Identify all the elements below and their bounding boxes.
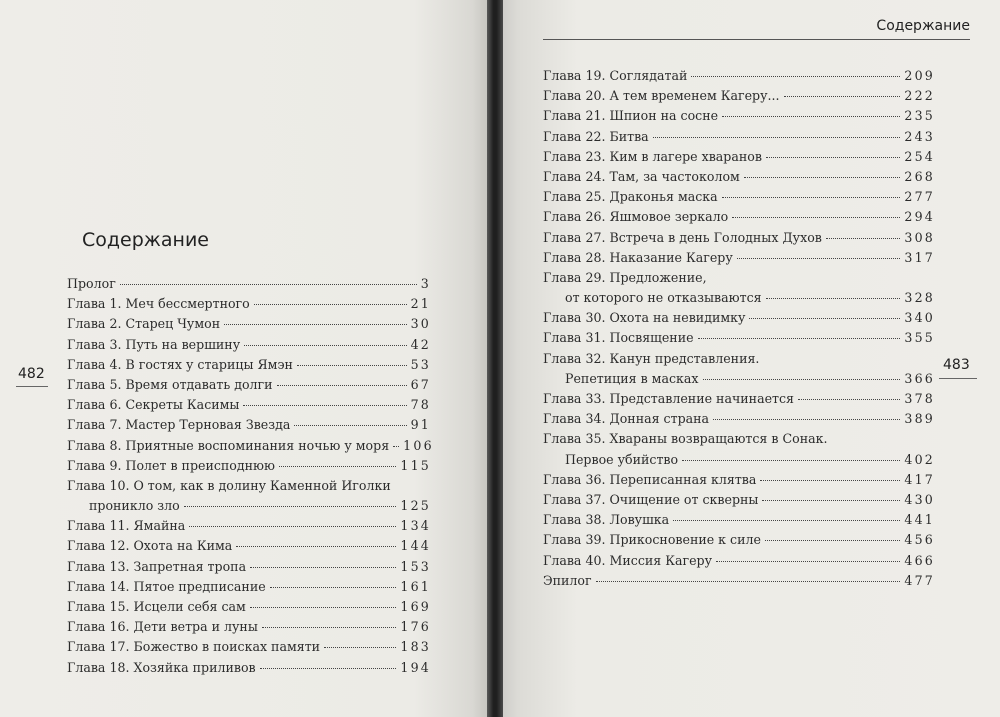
toc-entry-page: 466 [904, 552, 935, 568]
toc-entry-page: 30 [410, 316, 431, 332]
toc-entry [543, 86, 935, 106]
dot-leader [744, 177, 901, 178]
toc-entry-title: Глава 9. Полет в преисподнюю [67, 457, 275, 473]
toc-entry [543, 147, 935, 167]
toc-entry-title: Глава 34. Донная страна [543, 411, 710, 427]
toc-entry [67, 516, 431, 536]
toc-entry [67, 597, 431, 617]
toc-entry-title: Глава 37. Очищение от скверны [543, 491, 759, 507]
toc-entry [543, 288, 935, 308]
toc-entry-title: Глава 35. Хвараны возвращаются в Сонак. [543, 431, 828, 447]
toc-entry [67, 658, 431, 678]
toc-entry-title: Глава 20. А тем временем Кагеру... [543, 88, 780, 104]
toc-entry-title: Глава 16. Дети ветра и луны [67, 619, 258, 635]
toc-entry-page: 115 [400, 457, 431, 473]
dot-leader [766, 298, 901, 299]
dot-leader [703, 379, 901, 380]
dot-leader [224, 324, 406, 325]
toc-entry-page: 134 [400, 518, 431, 534]
toc-entry-page: 209 [904, 68, 935, 83]
toc-entry-title: Глава 11. Ямайна [67, 518, 186, 534]
toc-entry [67, 294, 431, 314]
toc-entry-title: Глава 40. Миссия Кагеру [543, 552, 712, 568]
dot-leader [698, 338, 901, 339]
toc-entry [543, 389, 935, 409]
toc-entry-title: Глава 22. Битва [543, 128, 649, 144]
dot-leader [826, 238, 900, 239]
toc-entry-title: Глава 15. Исцели себя сам [67, 599, 246, 614]
toc-entry-title: Глава 17. Божество в поисках памяти [67, 639, 321, 655]
toc-entry [543, 248, 935, 268]
toc-entry [543, 429, 935, 449]
toc-entry [543, 308, 935, 328]
toc-entry-page: 378 [904, 391, 935, 406]
toc-entry-title: Глава 28. Наказание Кагеру [543, 249, 733, 265]
header-rule [543, 39, 970, 40]
toc-entry-page: 78 [410, 397, 431, 413]
toc-entry-title: Глава 27. Встреча в день Голодных Духов [543, 229, 822, 245]
toc-entry-page: 235 [904, 108, 935, 124]
toc-entry-title: Глава 30. Охота на невидимку [543, 310, 746, 326]
toc-entry-title: Глава 38. Ловушка [543, 512, 670, 528]
toc-entry [543, 187, 935, 207]
toc-entry [543, 207, 935, 227]
toc-entry [67, 375, 431, 395]
dot-leader [324, 647, 396, 648]
toc-entry-title: Глава 1. Меч бессмертного [67, 296, 250, 312]
toc-entry-title: Глава 18. Хозяйка приливов [67, 659, 256, 675]
toc-entry [67, 557, 431, 577]
dot-leader [250, 567, 396, 568]
running-header: Содержание [876, 18, 970, 34]
toc-entry-title: Глава 36. Переписанная клятва [543, 471, 757, 487]
toc-entry [543, 409, 935, 429]
left-page [0, 0, 487, 717]
toc-entry [543, 510, 935, 530]
dot-leader [737, 258, 901, 259]
dot-leader [722, 116, 900, 117]
toc-entry-title: Глава 25. Драконья маска [543, 189, 718, 205]
toc-entry-page: 106 [403, 437, 434, 453]
toc-entry-page: 417 [904, 471, 935, 487]
toc-entry [543, 551, 935, 571]
toc-entry-page: 340 [904, 310, 935, 326]
toc-entry [543, 530, 935, 550]
toc-entry-page: 169 [400, 599, 431, 614]
toc-entry-page: 222 [904, 88, 935, 104]
toc-entry [543, 571, 935, 591]
toc-entry-page: 161 [400, 578, 431, 594]
toc-entry [543, 167, 935, 187]
toc-entry-page: 477 [904, 572, 935, 588]
toc-entry-page: 268 [904, 168, 935, 184]
toc-entry-title: Глава 26. Яшмовое зеркало [543, 209, 729, 225]
dot-leader [596, 581, 901, 582]
toc-entry-page: 176 [400, 619, 431, 635]
dot-leader [294, 425, 406, 426]
toc-entry-title: Глава 6. Секреты Касимы [67, 397, 240, 413]
toc-entry [543, 66, 935, 86]
dot-leader [120, 284, 417, 285]
dot-leader [279, 466, 396, 467]
toc-entry-title: Глава 7. Мастер Терновая Звезда [67, 417, 291, 433]
toc-entry-page: 317 [904, 249, 935, 265]
toc-entry [67, 415, 431, 435]
table-of-contents-left [67, 274, 434, 678]
toc-entry-page: 402 [904, 451, 935, 467]
toc-entry-title: Глава 21. Шпион на сосне [543, 108, 719, 124]
toc-entry-page: 243 [904, 128, 935, 144]
dot-leader [691, 76, 900, 77]
dot-leader [653, 137, 901, 138]
toc-entry-page: 125 [400, 498, 431, 514]
dot-leader [713, 419, 900, 420]
toc-entry-title: Глава 4. В гостях у старицы Ямэн [67, 356, 293, 372]
toc-entry [67, 456, 431, 476]
page-number-right: 483 [943, 357, 970, 373]
dot-leader [277, 385, 407, 386]
toc-entry-page: 144 [400, 538, 431, 554]
table-of-contents-right [543, 66, 935, 591]
toc-entry [543, 127, 935, 147]
dot-leader [732, 217, 900, 218]
dot-leader [766, 157, 900, 158]
book-spine-gutter [487, 0, 503, 717]
toc-entry-title: Глава 12. Охота на Кима [67, 538, 233, 554]
toc-entry [67, 617, 431, 637]
toc-entry [543, 369, 935, 389]
toc-entry-page: 456 [904, 532, 935, 548]
toc-entry [543, 490, 935, 510]
toc-entry-page: 153 [400, 558, 431, 574]
toc-entry [67, 395, 431, 415]
dot-leader [765, 540, 900, 541]
dot-leader [244, 345, 406, 346]
toc-entry-title: Глава 31. Посвящение [543, 330, 694, 346]
page-number-underline [939, 378, 977, 379]
toc-entry-title: Пролог [67, 276, 116, 291]
dot-leader [250, 607, 397, 608]
page-number-left: 482 [18, 366, 45, 382]
dot-leader [189, 526, 396, 527]
dot-leader [270, 587, 397, 588]
toc-entry-page: 194 [400, 659, 431, 675]
toc-entry [67, 476, 431, 496]
dot-leader [243, 405, 406, 406]
toc-entry-page: 91 [410, 417, 431, 433]
toc-entry-page: 42 [410, 336, 431, 352]
dot-leader [798, 399, 900, 400]
toc-entry-title: Глава 19. Соглядатай [543, 68, 688, 83]
dot-leader [784, 96, 901, 97]
toc-entry-title: Глава 13. Запретная тропа [67, 558, 247, 574]
dot-leader [682, 460, 900, 461]
toc-entry [543, 228, 935, 248]
toc-entry-page: 441 [904, 512, 935, 528]
toc-entry-title: от которого не отказываются [565, 290, 762, 306]
toc-entry [67, 496, 431, 516]
toc-entry-page: 355 [904, 330, 935, 346]
toc-entry [67, 577, 431, 597]
toc-entry-page: 254 [904, 148, 935, 164]
toc-entry-page: 21 [410, 296, 431, 312]
toc-entry-title: Глава 14. Пятое предписание [67, 578, 266, 594]
dot-leader [749, 318, 900, 319]
toc-entry-page: 294 [904, 209, 935, 225]
toc-entry [543, 470, 935, 490]
toc-entry [543, 328, 935, 348]
toc-entry-page: 67 [410, 376, 431, 392]
toc-entry-page: 328 [904, 290, 935, 306]
toc-entry-title: Глава 39. Прикосновение к силе [543, 532, 761, 548]
toc-entry-title: Репетиция в масках [565, 370, 699, 386]
dot-leader [673, 520, 900, 521]
toc-entry [67, 335, 431, 355]
toc-entry-page: 308 [904, 229, 935, 245]
toc-entry [543, 349, 935, 369]
toc-entry-page: 3 [420, 276, 431, 291]
dot-leader [760, 480, 900, 481]
dot-leader [722, 197, 901, 198]
toc-entry-title: Глава 29. Предложение, [543, 269, 707, 285]
toc-entry-page: 277 [904, 189, 935, 205]
dot-leader [262, 627, 397, 628]
dot-leader [260, 668, 397, 669]
toc-entry-title: Первое убийство [565, 451, 679, 467]
toc-entry [67, 436, 434, 456]
page-number-underline [16, 386, 48, 387]
dot-leader [762, 500, 900, 501]
toc-entry-title: Глава 2. Старец Чумон [67, 316, 221, 332]
toc-entry-title: Глава 24. Там, за частоколом [543, 168, 740, 184]
toc-entry-page: 389 [904, 411, 935, 427]
toc-entry-title: Глава 32. Канун представления. [543, 350, 760, 366]
toc-entry [67, 355, 431, 375]
toc-entry-title: Глава 33. Представление начинается [543, 391, 794, 406]
toc-entry [67, 536, 431, 556]
toc-entry-title: Глава 8. Приятные воспоминания ночью у моря [67, 437, 390, 453]
dot-leader [716, 561, 900, 562]
toc-entry-page: 366 [904, 370, 935, 386]
toc-entry [543, 106, 935, 126]
toc-entry [67, 274, 431, 294]
toc-entry-title: Эпилог [543, 572, 592, 588]
toc-entry-page: 183 [400, 639, 431, 655]
toc-entry-title: проникло зло [89, 498, 180, 514]
right-page [503, 0, 1000, 717]
toc-entry [543, 268, 935, 288]
toc-entry-page: 53 [410, 356, 431, 372]
page-title: Содержание [82, 229, 209, 251]
toc-entry-page: 430 [904, 491, 935, 507]
toc-entry-title: Глава 5. Время отдавать долги [67, 376, 273, 392]
toc-entry-title: Глава 3. Путь на вершину [67, 336, 241, 352]
dot-leader [297, 365, 407, 366]
toc-entry-title: Глава 10. О том, как в долину Каменной Иголки [67, 477, 391, 493]
dot-leader [184, 506, 397, 507]
dot-leader [236, 546, 396, 547]
toc-entry [67, 637, 431, 657]
toc-entry [67, 314, 431, 334]
dot-leader [254, 304, 407, 305]
dot-leader [393, 446, 399, 447]
toc-entry [543, 450, 935, 470]
toc-entry-title: Глава 23. Ким в лагере хваранов [543, 148, 762, 164]
